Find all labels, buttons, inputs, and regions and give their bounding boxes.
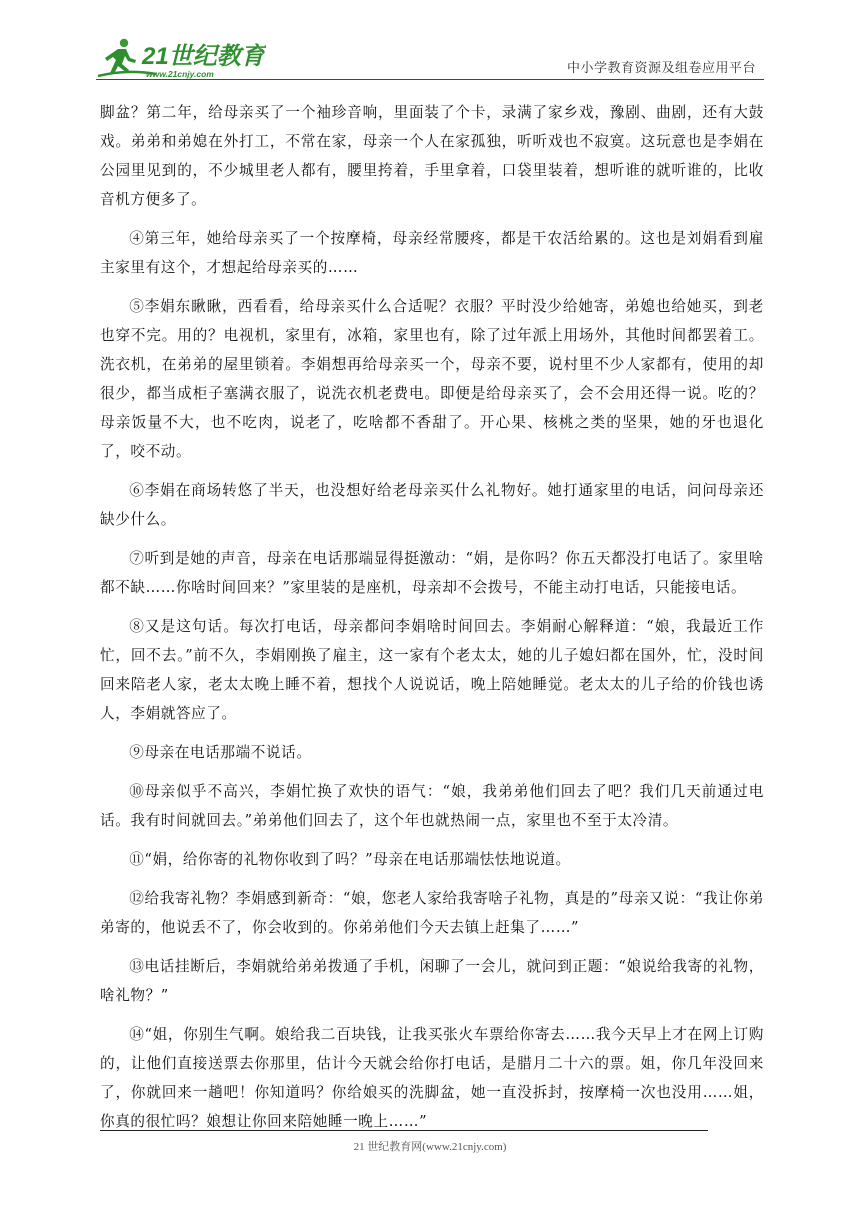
paragraph: ⑤李娟东瞅瞅，西看看，给母亲买什么合适呢？衣服？平时没少给她寄，弟媳也给她买，到老也穿不完。用的？电视机，家里有，冰箱，家里也有，除了过年派上用场外，其他时间都罢着工。洗衣机，在弟弟的屋里锁着。李娟想再给母亲买一个，母亲不要，说村里不少人家都有，使用的却很少，都当成柜子塞满衣服了，说洗衣机老费电。即便是给母亲买了，会不会用还得一说。吃的？母亲饭量不大，也不吃肉，说老了，吃啥都不香甜了。开心果、核桃之类的坚果，她的牙也退化了，咬不动。 [100, 298, 764, 460]
paragraph: ⑦听到是她的声音，母亲在电话那端显得挺激动：“娟，是你吗？你五天都没打电话了。家里啥都不缺……你啥时间回来？”家里装的是座机，母亲却不会拨号，不能主动打电话，只能接电话。 [100, 550, 764, 596]
paragraph: ⑨母亲在电话那端不说话。 [129, 744, 312, 761]
page-header [96, 30, 764, 80]
logo-url: www.21cnjy.com [146, 69, 214, 79]
header-divider [96, 79, 764, 80]
logo [96, 36, 266, 80]
paragraph: ⑫给我寄礼物？李娟感到新奇：“娘，您老人家给我寄啥子礼物，真是的”母亲又说：“我让你弟弟寄的，他说丢不了，你会收到的。你弟弟他们今天去镇上赶集了……” [100, 890, 764, 936]
paragraph: 脚盆？第二年，给母亲买了一个袖珍音响，里面装了个卡，录满了家乡戏，豫剧、曲剧，还有大鼓戏。弟弟和弟媳在外打工，不常在家，母亲一个人在家孤独，听听戏也不寂寞。这玩意也是李娟在公园里见到的，不少城里老人都有，腰里挎着，手里拿着，口袋里装着，想听谁的就听谁的，比收音机方便多了。 [100, 104, 764, 208]
paragraph: ⑬电话挂断后，李娟就给弟弟拨通了手机，闲聊了一会儿，就问到正题：“娘说给我寄的礼物，啥礼物？” [100, 958, 764, 1004]
footer-divider [100, 1130, 708, 1131]
platform-name: 中小学教育资源及组卷应用平台 [566, 61, 756, 76]
paragraph: ⑥李娟在商场转悠了半天，也没想好给老母亲买什么礼物好。她打通家里的电话，问问母亲还缺少什么。 [100, 482, 764, 528]
paragraph: ⑭“姐，你别生气啊。娘给我二百块钱，让我买张火车票给你寄去……我今天早上才在网上订购的，让他们直接送票去你那里，估计今天就会给你打电话，是腊月二十六的票。姐，你几年没回来了，你就回来一趟吧！你知道吗？你给娘买的洗脚盆，她一直没拆封，按摩椅一次也没用……姐，你真的很忙吗？娘想让你回来陪她睡一晚上……” [100, 1026, 764, 1130]
paragraph: ⑩母亲似乎不高兴，李娟忙换了欢快的语气：“娘，我弟弟他们回去了吧？我们几天前通过电话。我有时间就回去。”弟弟他们回去了，这个年也就热闹一点，家里也不至于太冷清。 [100, 783, 764, 829]
paragraph: ④第三年，她给母亲买了一个按摩椅，母亲经常腰疼，都是干农活给累的。这也是刘娟看到雇主家里有这个，才想起给母亲买的…… [100, 230, 764, 276]
article-body [100, 98, 764, 1146]
paragraph: ⑪“娟，给你寄的礼物你收到了吗？”母亲在电话那端怯怯地说道。 [129, 851, 571, 868]
logo-text: 21世纪教育 [142, 43, 265, 70]
paragraph: ⑧又是这句话。每次打电话，母亲都问李娟啥时间回去。李娟耐心解释道：“娘，我最近工作忙，回不去。”前不久，李娟刚换了雇主，这一家有个老太太，她的儿子媳妇都在国外，忙，没时间回来陪老人家，老太太晚上睡不着，想找个人说说话，晚上陪她睡觉。老太太的儿子给的价钱也诱人，李娟就答应了。 [100, 618, 764, 722]
page-footer: 21 世纪教育网(www.21cnjy.com) [353, 1141, 507, 1153]
